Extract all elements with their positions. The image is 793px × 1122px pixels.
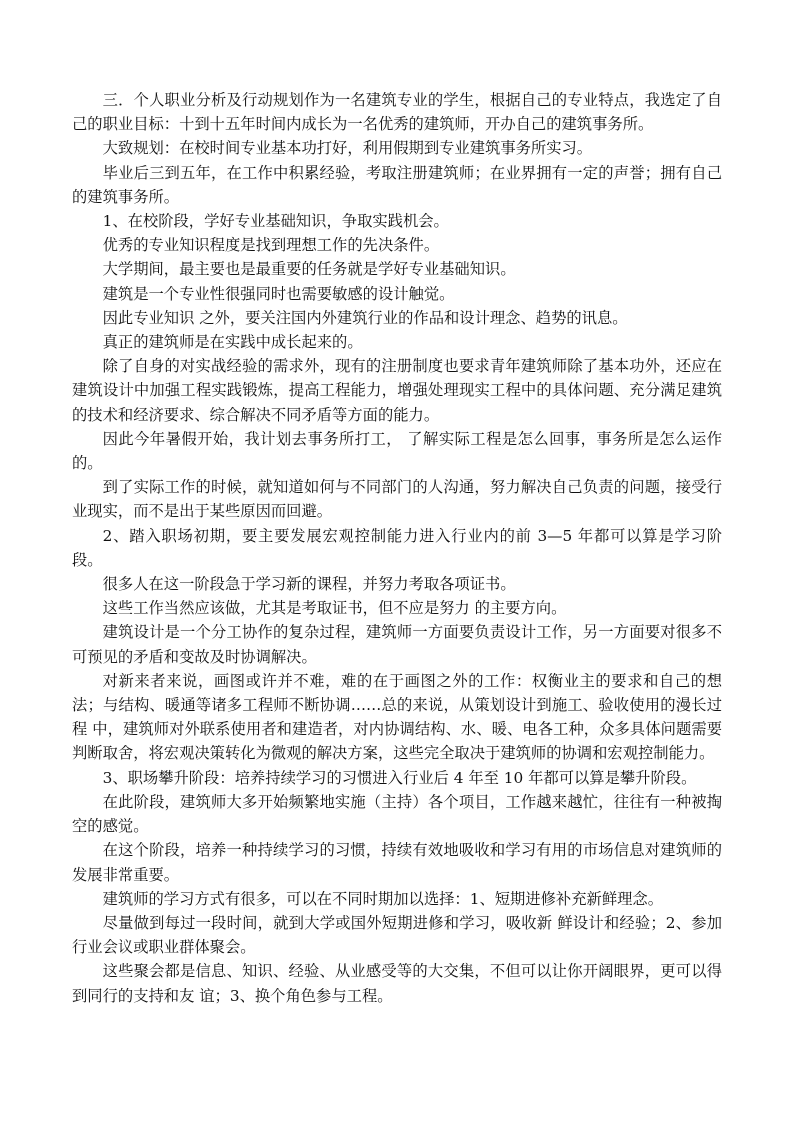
paragraph: 毕业后三到五年，在工作中积累经验，考取注册建筑师；在业界拥有一定的声誉；拥有自己的建筑事务所。 xyxy=(72,163,722,206)
paragraph: 三．个人职业分析及行动规划作为一名建筑专业的学生，根据自己的专业特点，我选定了自己的职业目标：十到十五年时间内成长为一名优秀的建筑师，开办自己的建筑事务所。 xyxy=(72,91,722,134)
paragraph: 大学期间，最主要也是最重要的任务就是学好专业基础知识。 xyxy=(102,260,516,279)
paragraph: 到了实际工作的时候，就知道如何与不同部门的人沟通，努力解决自己负责的问题，接受行业现实，而不是出于某些原因而回避。 xyxy=(72,478,722,521)
paragraph: 1、在校阶段，学好专业基础知识，争取实践机会。 xyxy=(102,212,449,231)
paragraph: 建筑师的学习方式有很多，可以在不同时期加以选择：1、短期进修补充新鲜理念。 xyxy=(102,889,664,908)
paragraph: 尽量做到每过一段时间，就到大学或国外短期进修和学习，吸收新 鲜设计和经验；2、参加行业会议或职业群体聚会。 xyxy=(72,913,722,957)
paragraph: 建筑设计是一个分工协作的复杂过程，建筑师一方面要负责设计工作，另一方面要对很多不可预见的矛盾和变故及时协调解决。 xyxy=(72,623,722,666)
paragraph: 这些工作当然应该做，尤其是考取证书，但不应是努力 的主要方向。 xyxy=(102,599,567,618)
paragraph: 在这个阶段，培养一种持续学习的习惯，持续有效地吸收和学习有用的市场信息对建筑师的发展非常重要。 xyxy=(72,841,722,884)
paragraph: 优秀的专业知识程度是找到理想工作的先决条件。 xyxy=(102,236,440,255)
paragraph: 因此专业知识 之外，要关注国内外建筑行业的作品和设计理念、趋势的讯息。 xyxy=(102,308,628,327)
paragraph: 这些聚会都是信息、知识、经验、从业感受等的大交集，不但可以让你开阔眼界，更可以得到同行的支持和友 谊；3、换个角色参与工程。 xyxy=(72,962,722,1005)
paragraph: 建筑是一个专业性很强同时也需要敏感的设计触觉。 xyxy=(102,284,455,303)
paragraph: 大致规划：在校时间专业基本功打好，利用假期到专业建筑事务所实习。 xyxy=(102,139,593,158)
paragraph: 对新来者来说，画图或许并不难，难的在于画图之外的工作：权衡业主的要求和自己的想法；与结构、暖通等诸多工程师不断协调……总的来说，从策划设计到施工、验收使用的漫长过程 中，建筑师对外联系使用者和建造者，对内协调结构、水、暖、电各工种，众多具体问题需要判断取舍，将宏观决策转化为微观的解决方案，这些完全取决于建筑师的协调和宏观控制能力。 xyxy=(72,671,722,763)
paragraph: 很多人在这一阶段急于学习新的课程，并努力考取各项证书。 xyxy=(102,575,516,594)
paragraph: 3、职场攀升阶段：培养持续学习的习惯进入行业后 4 年至 10 年都可以算是攀升阶段。 xyxy=(102,768,697,787)
paragraph: 除了自身的对实战经验的需求外，现有的注册制度也要求青年建筑师除了基本功外，还应在建筑设计中加强工程实践锻炼，提高工程能力，增强处理现实工程中的具体问题、充分满足建筑的技术和经济要求、综合解决不同矛盾等方面的能力。 xyxy=(72,357,722,424)
paragraph: 因此今年暑假开始，我计划去事务所打工， 了解实际工程是怎么回事，事务所是怎么运作的。 xyxy=(72,429,722,473)
paragraph: 在此阶段，建筑师大多开始频繁地实施（主持）各个项目，工作越来越忙，往往有一种被掏空的感觉。 xyxy=(72,792,722,836)
paragraph: 2、踏入职场初期，要主要发展宏观控制能力进入行业内的前 3—5 年都可以算是学习阶段。 xyxy=(72,526,722,569)
paragraph: 真正的建筑师是在实践中成长起来的。 xyxy=(102,333,363,352)
document-page xyxy=(72,88,722,1008)
